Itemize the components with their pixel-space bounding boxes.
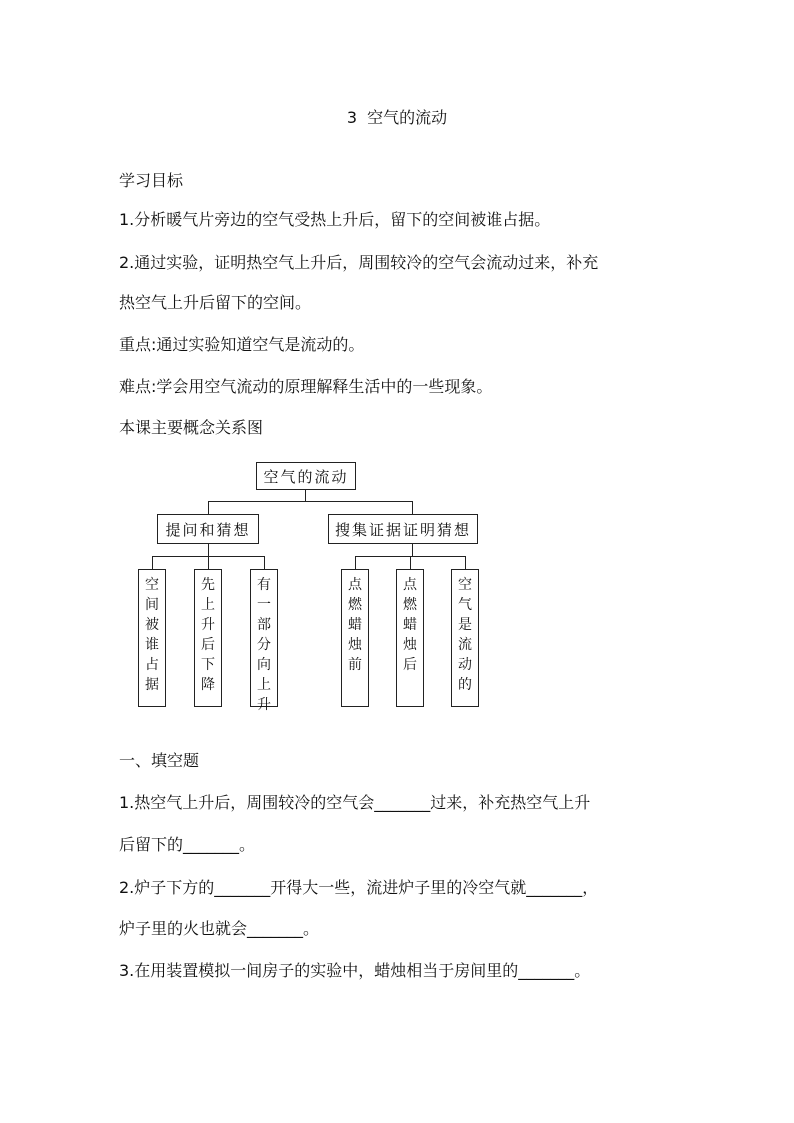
section-fill-blank: 一、填空题 <box>119 751 200 770</box>
map-leaf: 点 燃 蜡 烛 前 <box>341 569 369 707</box>
map-leaf: 有 一 部 分 向 上 升 <box>250 569 278 707</box>
goal-1: 1.分析暖气片旁边的空气受热上升后，留下的空间被谁占据。 <box>119 210 551 229</box>
map-leaf: 先 上 升 后 下 降 <box>194 569 222 707</box>
connector <box>208 501 209 514</box>
map-leaf: 空 间 被 谁 占 据 <box>138 569 166 707</box>
goal-2-cont: 热空气上升后留下的空间。 <box>119 293 312 312</box>
question-2-cont: 炉子里的火也就会_______。 <box>119 919 320 938</box>
concept-map-heading: 本课主要概念关系图 <box>119 418 264 437</box>
connector <box>152 556 153 569</box>
question-1-cont: 后留下的_______。 <box>119 835 256 854</box>
map-root: 空气的流动 <box>256 462 356 490</box>
connector <box>410 556 411 569</box>
connector <box>355 556 356 569</box>
connector <box>264 556 265 569</box>
map-leaf: 空 气 是 流 动 的 <box>451 569 479 707</box>
question-2: 2.炉子下方的_______开得大一些，流进炉子里的冷空气就_______， <box>119 878 599 897</box>
question-1: 1.热空气上升后，周围较冷的空气会_______过来，补充热空气上升 <box>119 793 591 812</box>
lesson-number: 3 <box>346 108 358 127</box>
lesson-title: 空气的流动 <box>367 108 448 127</box>
connector <box>465 556 466 569</box>
question-3: 3.在用装置模拟一间房子的实验中，蜡烛相当于房间里的_______。 <box>119 961 591 980</box>
connector <box>412 501 413 514</box>
connector <box>208 501 413 502</box>
map-branch-right: 搜集证据证明猜想 <box>328 514 478 544</box>
goal-2: 2.通过实验，证明热空气上升后，周围较冷的空气会流动过来，补充 <box>119 253 599 272</box>
section-learning-goals: 学习目标 <box>119 171 184 190</box>
key-point: 重点:通过实验知道空气是流动的。 <box>119 335 365 354</box>
page-title <box>0 107 794 129</box>
difficult-point: 难点:学会用空气流动的原理解释生活中的一些现象。 <box>119 377 493 396</box>
map-leaf: 点 燃 蜡 烛 后 <box>396 569 424 707</box>
map-branch-left: 提问和猜想 <box>157 514 259 544</box>
connector <box>208 556 209 569</box>
